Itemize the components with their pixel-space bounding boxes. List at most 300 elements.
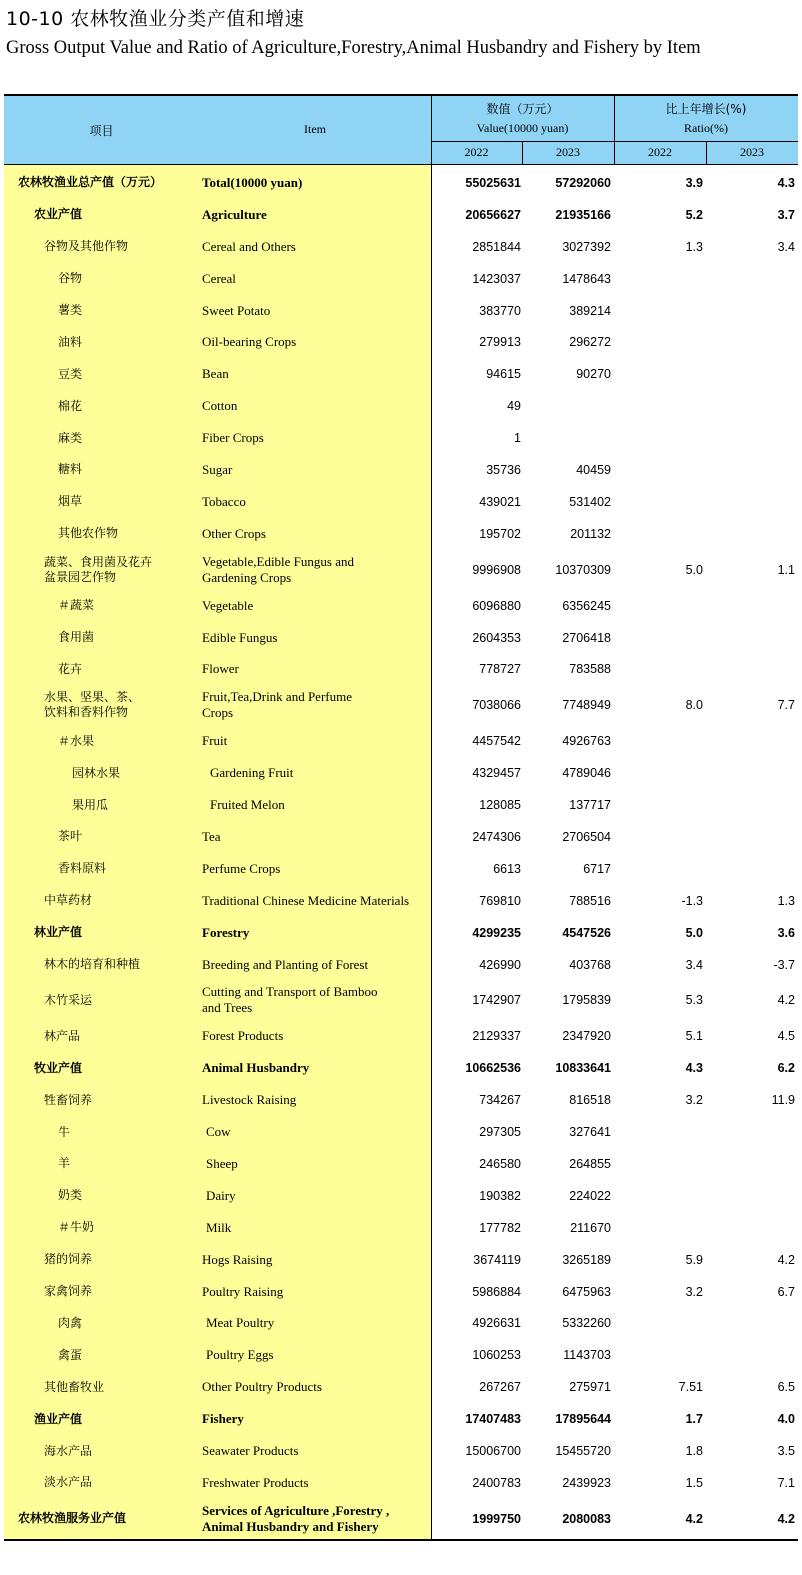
ratio-2023 [706,518,795,550]
table-row [4,326,798,358]
ratio-2022: 1.5 [685,1475,703,1490]
ratio-2023 [706,326,795,358]
value-2022: 1423037 [472,271,521,286]
value-2022: 267267 [479,1380,521,1395]
item-name-cn: 农林牧渔业总产值（万元） [18,175,163,190]
ratio-2022: 3.4 [685,957,703,972]
item-name-cn: 家禽饲养 [44,1284,93,1299]
value-2022: 2474306 [472,829,521,844]
value-2023: 7748949 [562,698,611,713]
header-vline [706,141,707,164]
ratio-2022 [614,454,703,486]
item-name-cn: 牧业产值 [34,1060,83,1075]
header-value-cn: 数值（万元） [486,102,559,116]
ratio-2022: -1.3 [681,893,703,908]
ratio-2023 [706,422,795,454]
value-2022: 6613 [493,861,521,876]
item-name-cn: 其他农作物 [58,526,119,541]
item-name-en: Livestock Raising [202,1092,297,1108]
value-2022: 4299235 [472,925,521,940]
value-2023: 21935166 [555,207,611,222]
value-2023: 211670 [570,1220,611,1235]
item-name-en: Forestry [202,924,250,940]
value-2022: 128085 [479,798,521,813]
ratio-2023: 7.1 [777,1475,795,1490]
table-row [4,1371,798,1403]
item-name-cn: ＃牛奶 [58,1220,95,1235]
item-name-en: Fruit [202,733,228,749]
value-2022: 1742907 [472,993,521,1008]
value-2023: 224022 [569,1188,611,1203]
value-2022: 94615 [486,367,521,382]
value-2023: 3265189 [562,1252,611,1267]
ratio-2022 [614,853,703,885]
ratio-2023 [706,263,795,295]
ratio-2023: 3.5 [777,1444,795,1458]
ratio-2023: 4.2 [777,993,795,1008]
item-name-en: Flower [202,661,239,677]
value-2023: 264855 [569,1156,611,1171]
ratio-2023 [706,853,795,885]
value-2023: 4547526 [562,925,611,940]
table-row [4,390,798,422]
value-2023: 3027392 [562,239,611,254]
item-name-en: Fruit,Tea,Drink and Perfume Crops [202,689,352,721]
ratio-2023: 6.5 [777,1380,795,1395]
ratio-2022 [614,590,703,622]
ratio-2022 [614,422,703,454]
value-2022: 769810 [479,893,521,908]
ratio-2023: 4.5 [777,1029,795,1044]
item-name-cn: 油料 [58,334,83,349]
ratio-2022 [614,518,703,550]
value-2022: 190382 [479,1188,521,1203]
item-name-en: Milk [206,1219,232,1235]
value-2023: 1143703 [563,1348,611,1363]
value-2023 [524,390,611,422]
value-2022: 20656627 [465,207,521,222]
value-2022: 4329457 [472,766,521,781]
ratio-2023 [706,1339,795,1371]
ratio-2023: -3.7 [773,957,795,972]
ratio-2022: 8.0 [685,698,703,713]
value-2023: 15455720 [555,1444,611,1458]
value-2022: 4926631 [472,1316,521,1331]
value-2022: 15006700 [465,1444,521,1458]
table-row [4,454,798,486]
item-name-cn: 肉禽 [58,1315,83,1330]
value-2022: 297305 [479,1125,521,1140]
table-row [4,853,798,885]
table-row [4,263,798,295]
value-2022: 7038066 [472,698,521,713]
value-2022: 195702 [479,526,521,541]
value-2023: 296272 [569,335,611,350]
header-ratio-en: Ratio(%) [684,121,728,135]
item-name-en: Forest Products [202,1028,284,1044]
item-name-en: Cotton [202,398,238,414]
ratio-2022 [614,622,703,654]
item-name-en: Bean [202,366,229,382]
item-name-en: Seawater Products [202,1443,299,1458]
item-name-en: Fruited Melon [210,797,285,813]
header-item-en: Item [304,122,326,136]
table-row [4,1180,798,1212]
item-name-cn: 淡水产品 [44,1475,93,1490]
table-row [4,590,798,622]
header-year-value-2023: 2023 [556,145,580,159]
value-2023: 783588 [569,662,611,677]
ratio-2022: 5.2 [685,207,703,222]
item-name-cn: 谷物 [58,271,83,286]
ratio-2023 [706,295,795,327]
value-2022: 1 [514,431,521,446]
item-name-en: Other Poultry Products [202,1379,322,1395]
value-2022: 35736 [486,462,521,477]
ratio-2022: 4.3 [685,1061,703,1076]
ratio-2022 [614,821,703,853]
item-name-en: Cereal and Others [202,238,296,254]
ratio-2023: 4.2 [777,1511,795,1526]
ratio-2022 [614,1339,703,1371]
item-name-en: Freshwater Products [202,1474,309,1490]
value-2023: 90270 [576,367,611,382]
item-name-en: Tobacco [202,493,246,509]
item-name-cn: 牛 [58,1124,71,1139]
value-2022: 4457542 [472,734,521,749]
item-name-cn: 果用瓜 [72,797,109,812]
table-body [4,165,798,1539]
item-name-en: Breeding and Planting of Forest [202,956,369,972]
item-name-cn: 中草药材 [44,893,93,908]
value-2022: 10662536 [465,1061,521,1076]
ratio-2022 [614,757,703,789]
table-row [4,1084,798,1116]
table-row [4,1467,798,1499]
item-name-en: Cutting and Transport of Bamboo and Trees [202,984,378,1016]
table-row [4,486,798,518]
ratio-2022: 1.3 [685,239,703,254]
value-2023: 788516 [569,893,611,908]
value-2023: 10370309 [555,562,611,577]
ratio-2022 [614,653,703,685]
ratio-2023: 4.3 [777,175,795,190]
value-2023: 2439923 [562,1475,611,1490]
ratio-2022: 1.7 [685,1412,703,1427]
table-row [4,550,798,590]
item-name-cn: 农业产值 [34,207,83,222]
header-item-cn: 项目 [89,124,114,138]
ratio-2022 [614,1148,703,1180]
item-name-en: Dairy [206,1187,236,1203]
item-name-en: Sheep [206,1155,238,1171]
header-value-en: Value(10000 yuan) [476,121,569,135]
table-row [4,917,798,949]
value-2023: 327641 [569,1125,611,1140]
ratio-2022: 3.2 [685,1093,703,1108]
item-name-cn: 农林牧渔服务业产值 [18,1511,127,1526]
item-name-cn: 林产品 [44,1028,81,1043]
value-2022: 2129337 [472,1029,521,1044]
value-2023: 40459 [576,462,611,477]
value-2023: 403768 [569,957,611,972]
ratio-2023: 11.9 [771,1093,795,1108]
ratio-2023 [706,486,795,518]
ratio-2023: 4.2 [777,1252,795,1267]
item-name-en: Vegetable,Edible Fungus and Gardening Crops [202,553,354,585]
ratio-2022: 3.2 [685,1284,703,1299]
table-row [4,1148,798,1180]
value-2023: 2706418 [562,630,611,645]
item-name-en: Agriculture [202,206,267,222]
value-2023: 201132 [570,526,611,541]
item-name-cn: 水果、坚果、茶、 饮料和香料作物 [44,690,141,720]
value-2023: 5332260 [562,1316,611,1331]
table-row [4,1116,798,1148]
table-row [4,167,798,199]
item-name-cn: 奶类 [58,1188,83,1203]
item-name-en: Poultry Eggs [206,1347,274,1363]
item-name-en: Cow [206,1124,231,1140]
value-2023: 389214 [569,303,611,318]
table-row [4,949,798,981]
value-2023: 57292060 [555,175,611,190]
table-row [4,653,798,685]
table-row [4,1339,798,1371]
ratio-2023: 3.6 [777,925,795,940]
item-name-cn: 海水产品 [44,1443,93,1458]
item-name-en: Poultry Raising [202,1283,284,1299]
item-name-cn: 蔬菜、食用菌及花卉 盆景园艺作物 [44,554,153,584]
value-2023: 531402 [569,494,611,509]
ratio-2023 [706,653,795,685]
item-name-cn: 林业产值 [34,925,83,940]
item-name-en: Animal Husbandry [202,1060,310,1076]
ratio-2022: 4.2 [685,1511,703,1526]
ratio-2023 [706,454,795,486]
item-name-en: Gardening Fruit [210,765,294,781]
item-name-cn: 薯类 [58,303,83,317]
ratio-2022: 3.9 [685,175,703,190]
ratio-2022: 5.3 [685,993,703,1008]
ratio-2022 [614,263,703,295]
item-name-en: Sweet Potato [202,302,271,318]
item-name-en: Meat Poultry [206,1315,275,1331]
item-name-en: Services of Agriculture ,Forestry , Animal Husbandry and Fishery [202,1502,390,1534]
value-2022: 1999750 [472,1511,521,1526]
ratio-2022: 5.0 [685,562,703,577]
item-name-cn: 香料原料 [58,861,107,876]
item-name-en: Traditional Chinese Medicine Materials [202,892,410,908]
ratio-2023: 3.7 [777,207,795,222]
item-name-en: Other Crops [202,525,266,541]
item-name-cn: 豆类 [58,366,83,381]
item-name-cn: 渔业产值 [34,1411,83,1426]
ratio-2023: 1.1 [777,562,795,577]
ratio-2022 [614,1180,703,1212]
ratio-2022 [614,1212,703,1244]
ratio-2022 [614,390,703,422]
item-name-en: Tea [202,828,221,844]
table-row [4,1308,798,1340]
item-name-cn: 其他畜牧业 [44,1379,105,1394]
header-ratio-cn: 比上年增长(%) [665,102,747,116]
item-name-cn: ＃蔬菜 [58,598,95,613]
item-name-cn: 木竹采运 [44,992,93,1007]
value-2022: 3674119 [473,1252,521,1267]
table-row [4,358,798,390]
value-2023: 2080083 [562,1511,611,1526]
ratio-2023 [706,590,795,622]
table-row [4,1020,798,1052]
value-2023: 137717 [569,798,611,813]
ratio-2023: 6.7 [777,1284,795,1299]
ratio-2023 [706,358,795,390]
table-row [4,1052,798,1084]
header-vline [614,96,615,164]
item-name-en: Total(10000 yuan) [202,174,303,190]
ratio-2022 [614,1116,703,1148]
table-row [4,1276,798,1308]
item-name-cn: 羊 [58,1156,71,1171]
value-2023: 816518 [569,1093,611,1108]
data-table [4,94,798,1539]
header-vline [522,141,523,164]
value-2023: 4789046 [562,766,611,781]
value-2023: 6356245 [562,598,611,613]
ratio-2022 [614,358,703,390]
value-2022: 383770 [479,303,521,318]
table-row [4,980,798,1020]
ratio-2023: 7.7 [777,698,795,713]
ratio-2023 [706,789,795,821]
item-name-cn: 林木的培育和种植 [44,957,141,972]
value-2022: 734267 [479,1093,521,1108]
ratio-2022: 5.1 [685,1029,703,1044]
ratio-2023: 1.3 [777,893,795,908]
table-row [4,422,798,454]
ratio-2022 [614,789,703,821]
value-2022: 426990 [479,957,521,972]
value-2023: 17895644 [555,1412,611,1427]
table-row [4,518,798,550]
value-2022: 5986884 [472,1284,521,1299]
item-name-en: Vegetable [202,597,254,613]
table-row [4,231,798,263]
value-2023: 1795839 [562,993,611,1008]
value-2022: 279913 [479,335,521,350]
ratio-2022: 7.51 [678,1380,703,1395]
table-row [4,757,798,789]
table-row [4,885,798,917]
table-row [4,1435,798,1467]
value-2022: 2851844 [472,239,521,254]
value-2023: 275971 [569,1380,611,1395]
table-row [4,1244,798,1276]
ratio-2022 [614,295,703,327]
value-2022: 439021 [479,494,521,509]
item-name-en: Fiber Crops [202,430,264,446]
table-row [4,1212,798,1244]
value-2023: 6717 [583,861,611,876]
item-name-en: Hogs Raising [202,1251,273,1267]
value-2022: 2400783 [472,1475,521,1490]
value-2022: 55025631 [465,175,521,190]
value-2023: 2706504 [562,829,611,844]
value-2023: 6475963 [562,1284,611,1299]
table-row [4,1403,798,1435]
body-vline [431,165,432,1539]
table-row [4,789,798,821]
ratio-2023: 4.0 [777,1412,795,1427]
ratio-2022 [614,725,703,757]
ratio-2023 [706,725,795,757]
item-name-en: Oil-bearing Crops [202,334,297,350]
value-2023: 1478643 [562,271,611,286]
ratio-2023 [706,1212,795,1244]
table-row [4,685,798,725]
item-name-cn: 牲畜饲养 [44,1092,93,1107]
page-title-en: Gross Output Value and Ratio of Agriculture,Forestry,Animal Husbandry and Fishery by Item [6,38,701,58]
page-title-cn: 10-10 农林牧渔业分类产值和增速 [6,8,305,30]
ratio-2022: 5.9 [685,1252,703,1267]
ratio-2023 [706,1148,795,1180]
ratio-2023 [706,1180,795,1212]
ratio-2023 [706,757,795,789]
value-2022: 17407483 [465,1412,521,1427]
item-name-cn: 猪的饲养 [44,1252,93,1267]
value-2022: 49 [507,399,521,414]
item-name-cn: 烟草 [58,494,83,509]
value-2022: 1060253 [472,1348,521,1363]
value-2022: 177782 [479,1220,521,1235]
header-year-ratio-2023: 2023 [740,145,764,159]
table-row [4,295,798,327]
value-2023 [524,422,611,454]
ratio-2022 [614,326,703,358]
value-2023: 10833641 [555,1061,611,1076]
ratio-2023: 6.2 [777,1061,795,1076]
ratio-2022: 5.0 [685,925,703,940]
item-name-cn: 茶叶 [58,829,83,844]
item-name-cn: 食用菌 [58,630,95,645]
ratio-2022 [614,1308,703,1340]
item-name-en: Fishery [202,1411,244,1427]
value-2023: 2347920 [562,1029,611,1044]
header-year-value-2022: 2022 [464,145,489,159]
header-year-ratio-2022: 2022 [648,145,672,159]
ratio-2023 [706,1116,795,1148]
item-name-cn: 园林水果 [72,765,121,780]
value-2022: 6096880 [472,598,521,613]
ratio-2022 [614,486,703,518]
item-name-cn: 花卉 [58,661,83,676]
item-name-cn: 麻类 [58,430,83,445]
ratio-2023 [706,390,795,422]
value-2022: 778727 [479,662,521,677]
table-row [4,622,798,654]
item-name-en: Sugar [202,461,233,477]
item-name-cn: 糖料 [58,462,83,477]
value-2022: 246580 [479,1156,521,1171]
ratio-2023: 3.4 [777,239,795,254]
item-name-cn: ＃水果 [58,733,95,748]
item-name-cn: 谷物及其他作物 [44,239,129,254]
item-name-cn: 棉花 [58,398,83,413]
table-row [4,725,798,757]
value-2022: 9996908 [472,562,521,577]
table-bottom-border [4,1539,798,1541]
